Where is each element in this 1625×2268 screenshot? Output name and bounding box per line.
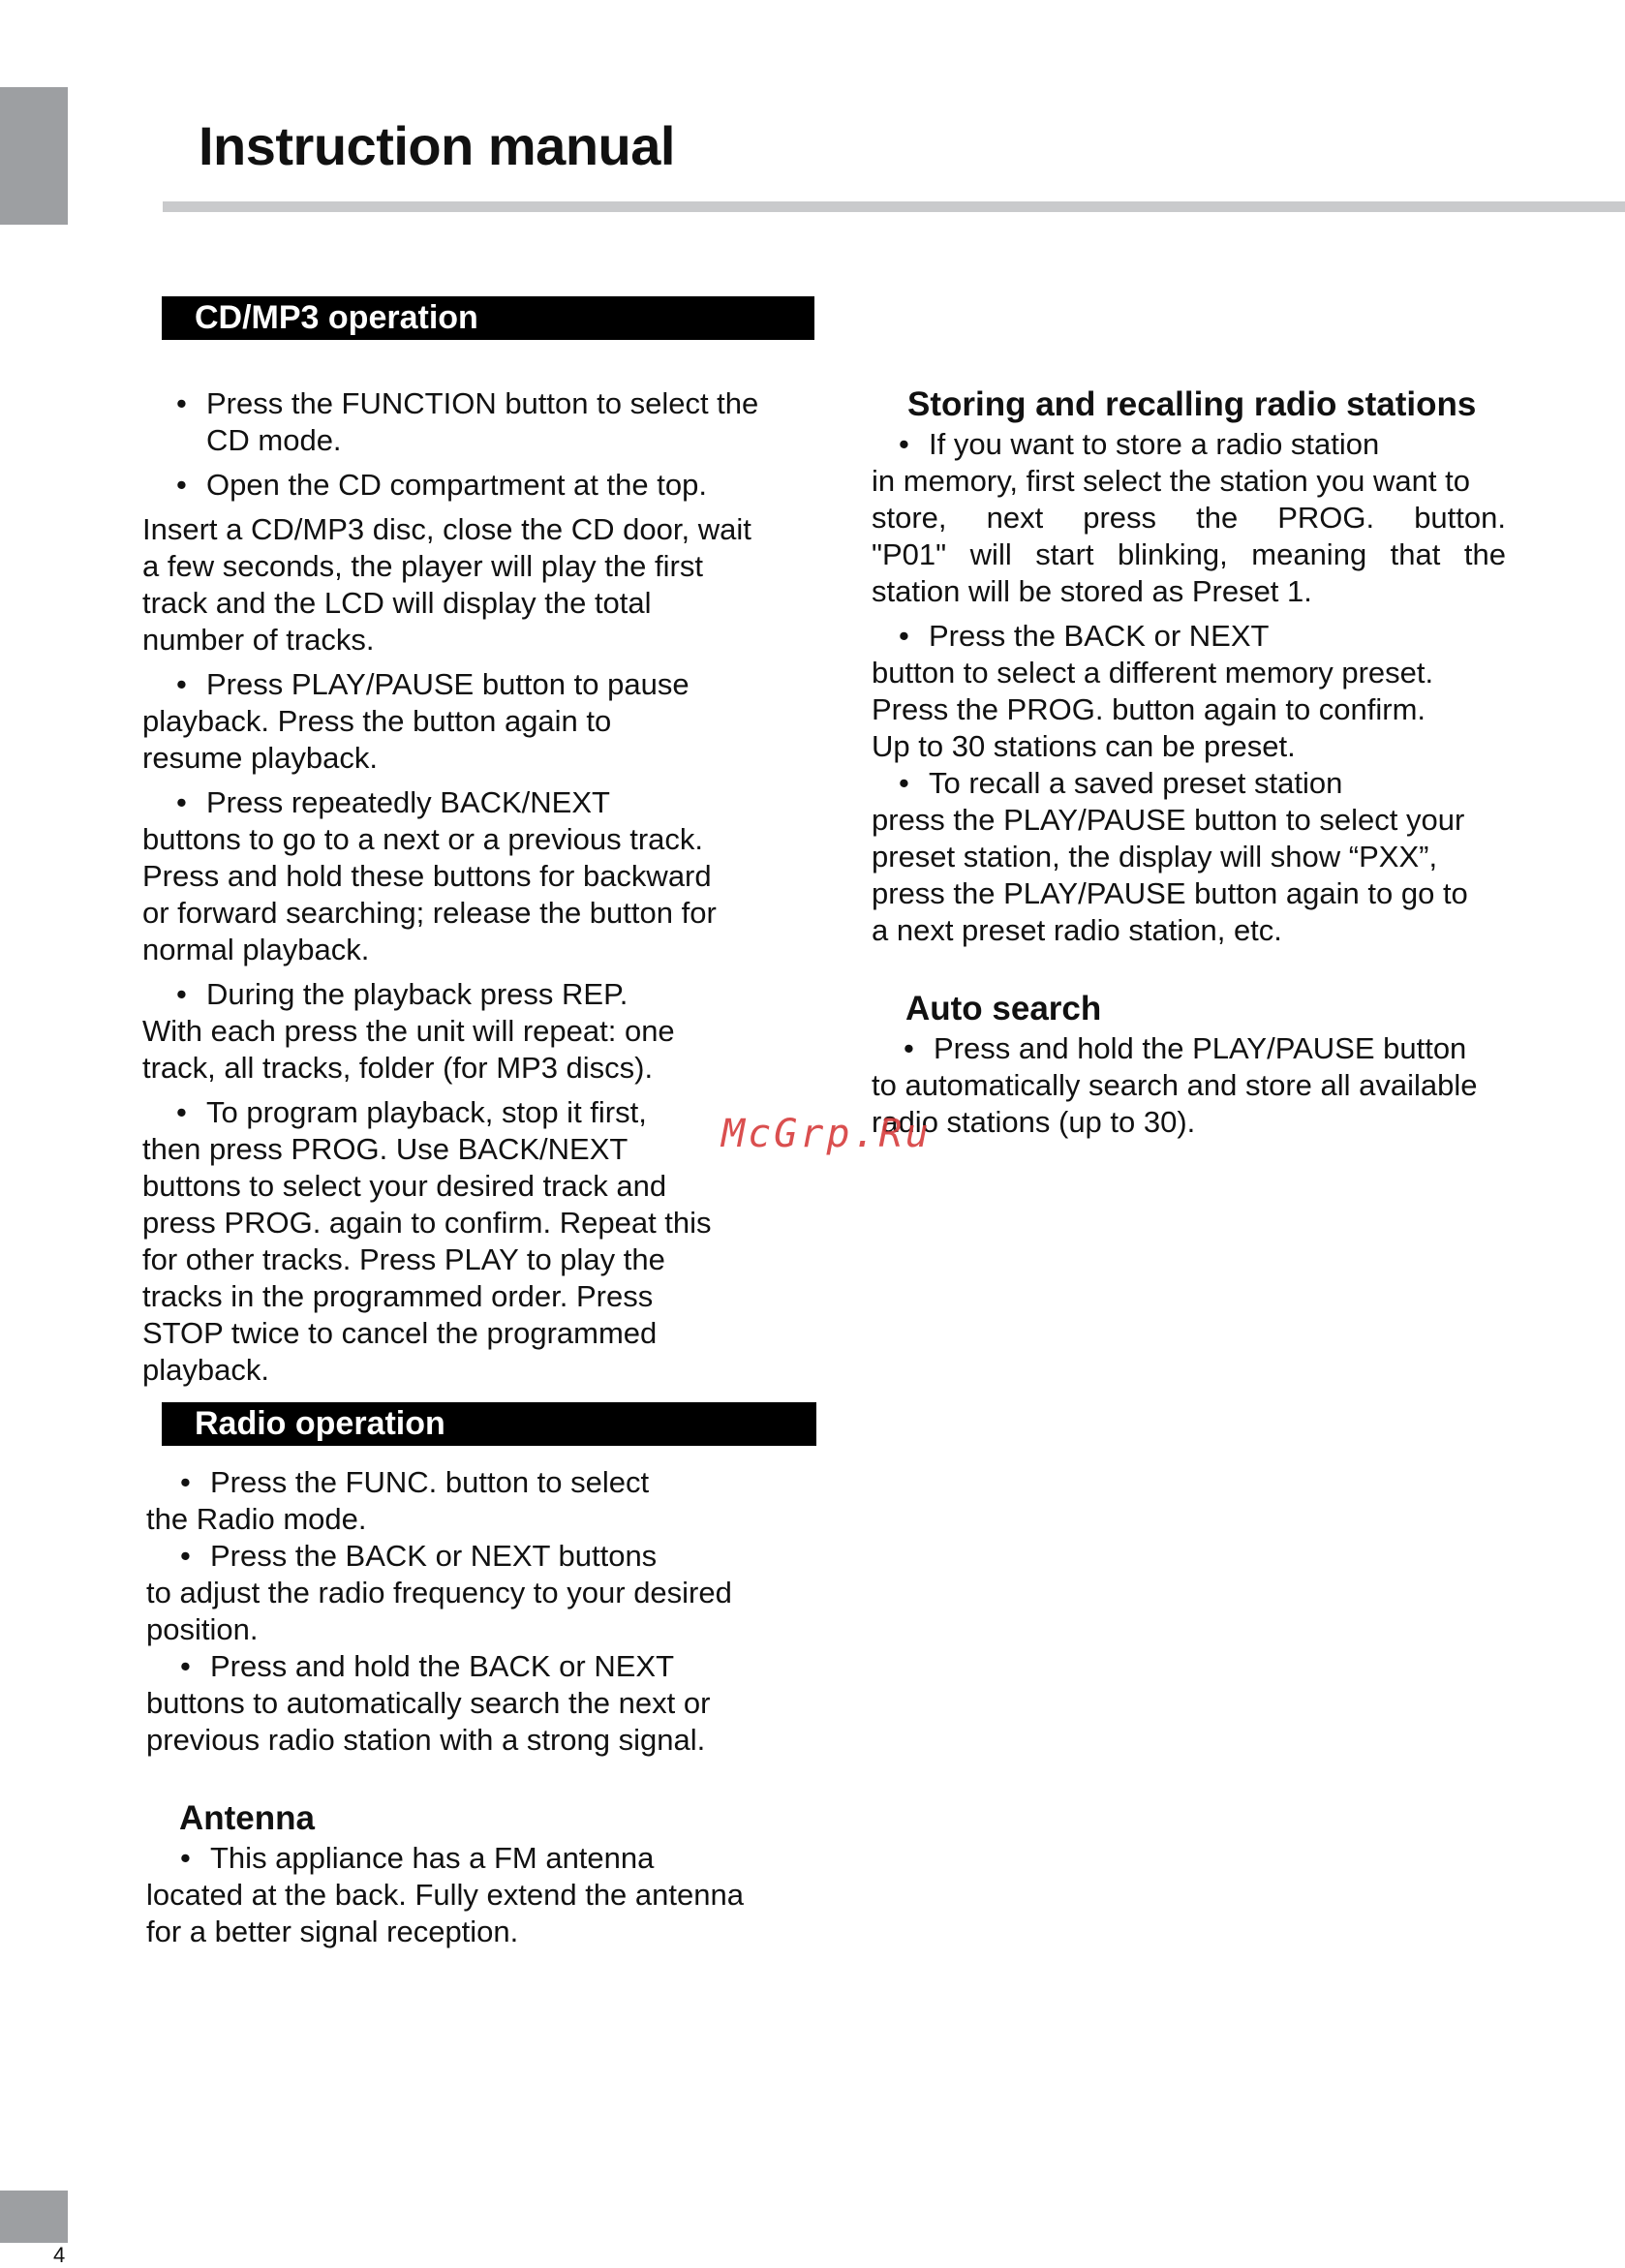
- cd-step-5: • Press repeatedly BACK/NEXT buttons to go to a next or a previous track. Press and hold these buttons for backward or forward searching; release the button for normal playback.: [142, 784, 820, 968]
- page-title: Instruction manual: [199, 115, 675, 176]
- radio-step-3: • Press and hold the BACK or NEXT buttons to automatically search the next or previous radio station with a strong signal.: [146, 1648, 824, 1759]
- cd-section-heading: CD/MP3 operation: [162, 296, 814, 340]
- antenna-text: • This appliance has a FM antenna located at the back. Fully extend the antenna for a better signal reception.: [146, 1840, 824, 1950]
- storing-section: Storing and recalling radio stations • If you want to store a radio station in memory, first select the station you want to store, next press the PROG. button. "P01" will start blinking, meaning that the station will be stored as Preset 1. • Press the BACK or NEXT button to select a different memory preset. Press the PROG. button again to confirm. Up to 30 stations can be preset. • To recall a saved preset station press the PLAY/PAUSE button to select your preset station, the display will show “PXX”, press the PLAY/PAUSE button again to go to a next preset radio station, etc. Auto search • Press and hold the PLAY/PAUSE button to automatically search and store all available radio stations (up to 30).: [872, 383, 1506, 1141]
- storing-step-3-text: press the PLAY/PAUSE button to select your preset station, the display will show “PXX”, press the PLAY/PAUSE button again to go to a next preset radio station, etc.: [872, 803, 1468, 947]
- storing-step-3-lead: • To recall a saved preset station: [872, 765, 1506, 802]
- antenna-heading: Antenna: [179, 1799, 315, 1837]
- cd-step-1: • Press the FUNCTION button to select the CD mode.: [142, 385, 820, 459]
- storing-step-2-text: button to select a different memory preset. Press the PROG. button again to confirm. Up to 30 stations can be preset.: [872, 656, 1434, 763]
- storing-heading: Storing and recalling radio stations: [907, 385, 1477, 423]
- storing-step-2-lead: • Press the BACK or NEXT: [872, 618, 1506, 655]
- auto-search-lead: • Press and hold the PLAY/PAUSE button: [872, 1030, 1506, 1067]
- cd-step-7: • To program playback, stop it first, then press PROG. Use BACK/NEXT buttons to select your desired track and press PROG. again to confirm. Repeat this for other tracks. Press PLAY to play the tracks in the programmed order. Press STOP twice to cancel the programmed playback.: [142, 1094, 820, 1389]
- storing-step-1-text: in memory, first select the station you want to: [872, 464, 1470, 498]
- auto-search-text: to automatically search and store all available radio stations (up to 30).: [872, 1068, 1478, 1139]
- cd-step-4: • Press PLAY/PAUSE button to pause playback. Press the button again to resume playback.: [142, 666, 820, 777]
- cd-step-6: • During the playback press REP. With each press the unit will repeat: one track, all tracks, folder (for MP3 discs).: [142, 976, 820, 1087]
- radio-step-2: • Press the BACK or NEXT buttons to adjust the radio frequency to your desired position.: [146, 1538, 824, 1648]
- cd-step-3: Insert a CD/MP3 disc, close the CD door, wait a few seconds, the player will play the first track and the LCD will display the total number of tracks.: [142, 512, 751, 657]
- watermark: McGrp.Ru: [721, 1112, 932, 1156]
- side-tab-bottom: [0, 2191, 68, 2243]
- radio-section-body: [146, 1464, 824, 1950]
- radio-section-heading: Radio operation: [162, 1402, 816, 1446]
- cd-step-2: • Open the CD compartment at the top.: [142, 467, 820, 504]
- cd-section-body: [142, 385, 820, 1389]
- radio-step-1: • Press the FUNC. button to select the Radio mode.: [146, 1464, 824, 1538]
- page-number: 4: [53, 2243, 66, 2267]
- storing-step-1-lead: • If you want to store a radio station: [872, 426, 1506, 463]
- auto-search-heading: Auto search: [905, 990, 1102, 1027]
- header-rule: [163, 201, 1625, 212]
- side-tab-top: [0, 87, 68, 225]
